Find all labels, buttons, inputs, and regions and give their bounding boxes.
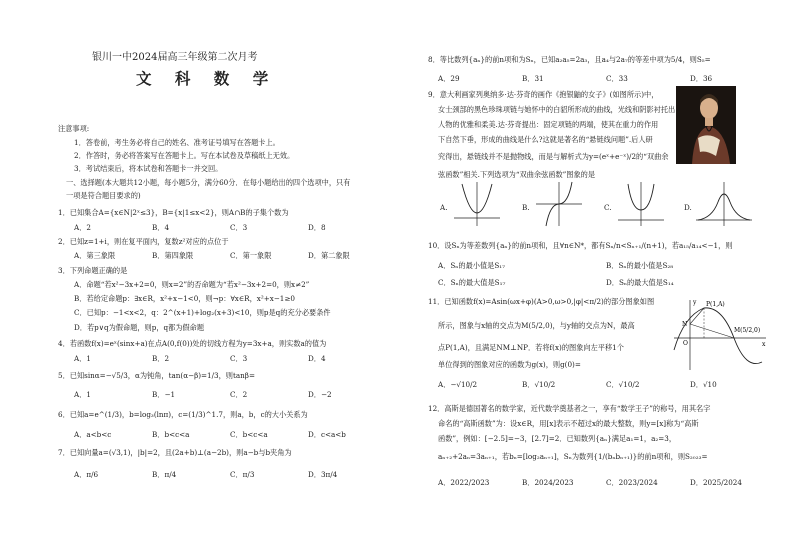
q5-option-c[interactable]: C．2 bbox=[230, 390, 248, 399]
q9-line-5: 究得出，悬链线并不是抛物线，而是与解析式为y=(eˣ+e⁻ˣ)/2的“双曲余 bbox=[438, 152, 669, 161]
q9-line-4: 下自然下垂，形成的曲线是什么?这就是著名的“悬链线问题”.后人研 bbox=[438, 135, 653, 144]
section1-heading-line1: 一、选择题(本大题共12小题，每小题5分，满分60分．在每小题给出的四个选项中，只有 bbox=[66, 178, 351, 187]
q2-options bbox=[74, 251, 350, 260]
q11-point-n-label: N bbox=[682, 321, 688, 328]
q11-option-d[interactable]: D．√10 bbox=[690, 380, 717, 389]
q8-options bbox=[438, 74, 712, 83]
q5-option-b[interactable]: B．−1 bbox=[152, 390, 176, 399]
q11-x-axis-label: x bbox=[762, 341, 766, 348]
q5-stem: 5．已知sinα=−√5/3，α为钝角，tan(α−β)=1/3，则tanβ= bbox=[58, 371, 255, 380]
q8-option-a[interactable]: A．29 bbox=[438, 74, 460, 83]
q1-option-a[interactable]: A．2 bbox=[74, 223, 91, 232]
q9-option-a-label[interactable]: A. bbox=[440, 203, 448, 212]
q10-option-a[interactable]: A．Sₙ的最小值是S₁₇ bbox=[438, 261, 506, 270]
q2-option-d[interactable]: D．第二象限 bbox=[308, 251, 350, 260]
q9-option-d-label[interactable]: D. bbox=[684, 203, 692, 212]
q8-option-b[interactable]: B．31 bbox=[522, 74, 544, 83]
q4-option-b[interactable]: B．2 bbox=[152, 354, 170, 363]
q11-origin-label: O bbox=[683, 340, 688, 347]
lady-with-ermine-painting bbox=[676, 86, 736, 164]
q11-option-b[interactable]: B．√10/2 bbox=[522, 380, 556, 389]
q7-option-c[interactable]: C．π/3 bbox=[230, 470, 255, 479]
q10-option-b[interactable]: B．Sₙ的最小值是S₂₈ bbox=[606, 261, 674, 270]
q8-option-d[interactable]: D．36 bbox=[690, 74, 713, 83]
notice-item-2: 2．作答时，务必将答案写在答题卡上。写在本试卷及草稿纸上无效。 bbox=[74, 151, 295, 160]
q12-line-4: aₙ₊₂+2aₙ=3aₙ₊₁，若bₙ=[log₂aₙ₊₁]，Sₙ为数列{1/(bₙbₙ₊₁)}的前n项和，则S₂₀₂₃= bbox=[438, 452, 708, 461]
q7-options bbox=[74, 470, 337, 479]
q11-options bbox=[438, 380, 717, 389]
q2-option-c[interactable]: C．第一象限 bbox=[230, 251, 272, 260]
q12-line-1: 12．高斯是德国著名的数学家，近代数学奠基者之一，享有“数学王子”的称号，用其名字 bbox=[428, 404, 711, 413]
q12-line-3: 函数”，例如：[−2.5]=−3，[2.7]=2．已知数列{aₙ}满足a₁=1，a₂=3， bbox=[438, 434, 677, 443]
q11-option-a[interactable]: A．−√10/2 bbox=[438, 380, 478, 389]
q12-line-2: 命名的“高斯函数”为：设x∈R，用[x]表示不超过x的最大整数，则y=[x]称为“高斯 bbox=[438, 419, 699, 428]
q11-sine-graph bbox=[670, 296, 770, 372]
q9-graph-b[interactable] bbox=[534, 180, 584, 228]
q12-option-c[interactable]: C．2023/2024 bbox=[606, 478, 658, 487]
q6-option-b[interactable]: B．b<c<a bbox=[152, 430, 190, 439]
q2-stem: 2．已知z=1+i，则在复平面内，复数z²对应的点位于 bbox=[58, 237, 229, 246]
q9-graph-d[interactable] bbox=[694, 180, 754, 228]
q2-option-b[interactable]: B．第四象限 bbox=[152, 251, 194, 260]
q9-graph-a[interactable] bbox=[452, 180, 502, 228]
exam-subject-title: 文 科 数 学 bbox=[136, 70, 278, 88]
q4-stem: 4．若函数f(x)=eˣ(sinx+a)在点A(0,f(0))处的切线方程为y=3x+a，则实数a的值为 bbox=[58, 339, 327, 348]
q12-options bbox=[438, 478, 742, 487]
section1-heading-line2: 一项是符合题目要求的) bbox=[66, 191, 141, 200]
q7-option-d[interactable]: D．3π/4 bbox=[308, 470, 338, 479]
q11-y-axis-label: y bbox=[693, 299, 697, 306]
q4-option-c[interactable]: C．3 bbox=[230, 354, 248, 363]
q6-options bbox=[74, 430, 346, 439]
q11-line-2: 所示，图象与x轴的交点为M(5/2,0)，与y轴的交点为N，最高 bbox=[438, 321, 635, 330]
q1-stem: 1．已知集合A={x∈N|2ˣ≤3}，B={x|1≤x<2}，则A∩B的子集个数为 bbox=[58, 208, 289, 217]
q12-option-a[interactable]: A．2022/2023 bbox=[438, 478, 490, 487]
q10-options-row-1 bbox=[438, 261, 673, 270]
q3-stem: 3．下列命题正确的是 bbox=[58, 266, 128, 275]
q11-line-3: 点P(1,A)，且满足NM⊥NP．若将f(x)的图象向左平移1个 bbox=[438, 343, 624, 352]
q11-point-m-label: M(5/2,0) bbox=[734, 327, 761, 334]
q10-option-d[interactable]: D．Sₙ的最大值是S₁₄ bbox=[606, 278, 674, 287]
exam-school-title: 银川一中2024届高三年级第二次月考 bbox=[92, 52, 258, 63]
q7-option-b[interactable]: B．π/4 bbox=[152, 470, 177, 479]
notice-item-3: 3．考试结束后，将本试卷和答题卡一并交回。 bbox=[74, 164, 223, 173]
q9-line-3: 人物的优雅和柔美.达·芬奇提出：固定项链的两端，使其在重力的作用 bbox=[438, 120, 659, 129]
q8-stem: 8．等比数列{aₙ}的前n项和为Sₙ，已知a₂a₅=2a₃，且a₄与2a₇的等差中项为5/4，则S₅= bbox=[428, 55, 711, 64]
q5-option-d[interactable]: D．−2 bbox=[308, 390, 332, 399]
q11-point-p-label: P(1,A) bbox=[706, 301, 725, 308]
q4-option-a[interactable]: A．1 bbox=[74, 354, 91, 363]
q4-options bbox=[74, 354, 326, 363]
q1-option-b[interactable]: B．4 bbox=[152, 223, 170, 232]
q7-stem: 7．已知向量a=(√3,1)，|b|=2，且(2a+b)⊥(a−2b)，则a−b与b夹角为 bbox=[58, 448, 292, 457]
q10-stem: 10．设Sₙ为等差数列{aₙ}的前n项和，且∀n∈N*，都有Sₙ/n<Sₙ₊₁/(n+1)，若a₁₅/a₁₄<−1，则 bbox=[428, 241, 733, 250]
q7-option-a[interactable]: A．π/6 bbox=[74, 470, 99, 479]
notice-heading: 注意事项: bbox=[58, 124, 90, 133]
q1-options bbox=[74, 223, 326, 232]
q12-option-b[interactable]: B．2024/2023 bbox=[522, 478, 574, 487]
q12-option-d[interactable]: D．2025/2024 bbox=[690, 478, 742, 487]
q9-line-2: 女士颈部的黑色珍珠项链与她怀中的白貂所形成的曲线，光线和阴影衬托出 bbox=[438, 105, 676, 114]
q6-stem: 6．已知a=e^(1/3)，b=log₃(lnπ)，c=(1/3)^1.7，则a，b，c的大小关系为 bbox=[58, 410, 308, 419]
q5-option-a[interactable]: A．1 bbox=[74, 390, 91, 399]
q11-line-4: 单位得到的图象对应的函数为g(x)，则g(0)= bbox=[438, 360, 581, 369]
q3-option-b[interactable]: B．若给定命题p：∃x∈R，x²+x−1<0，则¬p：∀x∈R，x²+x−1≥0 bbox=[74, 294, 295, 303]
q9-option-b-label[interactable]: B. bbox=[522, 203, 530, 212]
q9-option-c-label[interactable]: C. bbox=[604, 203, 612, 212]
q9-line-1: 9．意大利画家列奥纳多·达·芬奇的画作《抱银鼬的女子》(如图所示)中， bbox=[428, 90, 659, 99]
q9-graph-c[interactable] bbox=[616, 180, 666, 228]
q6-option-d[interactable]: D．c<a<b bbox=[308, 430, 346, 439]
q3-option-c[interactable]: C．已知p：−1<x<2，q：2^(x+1)+log₂(x+3)<10，则p是q的充分必要条件 bbox=[74, 308, 331, 317]
q6-option-a[interactable]: A．a<b<c bbox=[74, 430, 112, 439]
q11-line-1: 11．已知函数f(x)=Asin(ωx+φ)(A>0,ω>0,|φ|<π/2)的部分图象如图 bbox=[428, 297, 655, 306]
q9-line-6: 弦函数”相关.下列选项为“双曲余弦函数”图象的是 bbox=[438, 170, 596, 179]
q1-option-c[interactable]: C．3 bbox=[230, 223, 248, 232]
q11-option-c[interactable]: C．√10/2 bbox=[606, 380, 640, 389]
q2-option-a[interactable]: A．第三象限 bbox=[74, 251, 116, 260]
q3-option-a[interactable]: A．命题“若x²−3x+2=0，则x=2”的否命题为“若x²−3x+2=0，则x≠2” bbox=[74, 280, 310, 289]
q6-option-c[interactable]: C．b<c<a bbox=[230, 430, 268, 439]
q3-option-d[interactable]: D．若p∨q为假命题，则p，q都为假命题 bbox=[74, 323, 205, 332]
notice-item-1: 1．答卷前，考生务必将自己的姓名、准考证号填写在答题卡上。 bbox=[74, 138, 280, 147]
q4-option-d[interactable]: D．4 bbox=[308, 354, 326, 363]
q1-option-d[interactable]: D．8 bbox=[308, 223, 326, 232]
q8-option-c[interactable]: C．33 bbox=[606, 74, 628, 83]
q5-options bbox=[74, 390, 332, 399]
q10-option-c[interactable]: C．Sₙ的最大值是S₁₇ bbox=[438, 278, 506, 287]
q10-options-row-2 bbox=[438, 278, 674, 287]
